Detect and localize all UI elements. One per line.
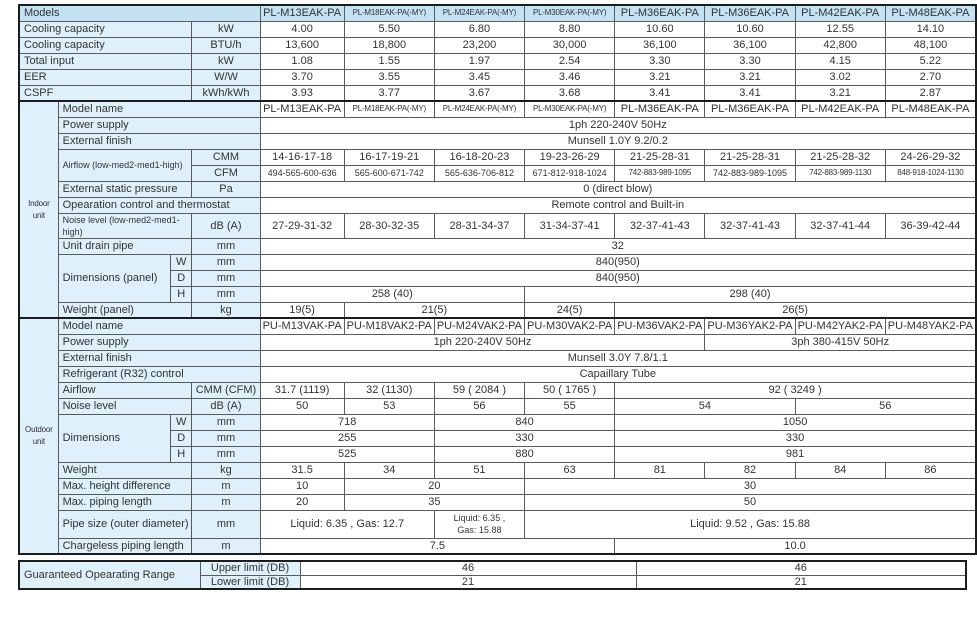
value-cell: 92 ( 3249 ) <box>615 382 976 398</box>
value-cell: 1ph 220-240V 50Hz <box>260 117 976 133</box>
value-cell: 30,000 <box>525 37 615 53</box>
unit-label: mm <box>192 238 260 254</box>
value-cell: 3.30 <box>615 53 705 69</box>
value-cell: PL-M18EAK-PA(-MY) <box>344 101 434 117</box>
column-header: PL-M13EAK-PA <box>260 5 344 21</box>
value-cell: 18,800 <box>344 37 434 53</box>
value-cell: 880 <box>434 446 614 462</box>
value-cell: 35 <box>344 494 524 510</box>
dim-axis-label: W <box>171 254 192 270</box>
value-cell: 3.93 <box>260 85 344 101</box>
value-cell: 21(5) <box>344 302 524 318</box>
unit-label: kWh/kWh <box>192 85 260 101</box>
limit-label: Lower limit (DB) <box>200 575 300 589</box>
limit-label: Upper limit (DB) <box>200 561 300 575</box>
unit-label: mm <box>192 270 260 286</box>
value-cell: 12.55 <box>795 21 885 37</box>
value-cell: 1.97 <box>434 53 524 69</box>
value-cell: 298 (40) <box>525 286 976 302</box>
row-label: Airflow (low-med2-med1-high) <box>58 149 192 181</box>
value-cell: 494-565-600-636 <box>260 165 344 181</box>
value-cell: 3.70 <box>260 69 344 85</box>
value-cell: 742-883-989-1130 <box>795 165 885 181</box>
row-label: EER <box>19 69 192 85</box>
value-cell: 46 <box>636 561 966 575</box>
value-cell: 3.55 <box>344 69 434 85</box>
row-label: Weight (panel) <box>58 302 192 318</box>
unit-label: CMM (CFM) <box>192 382 260 398</box>
unit-label: mm <box>192 414 260 430</box>
value-cell: 31-34-37-41 <box>525 213 615 238</box>
value-cell: 3.21 <box>615 69 705 85</box>
value-cell: 31.7 (1119) <box>260 382 344 398</box>
unit-label: CFM <box>192 165 260 181</box>
row-label: Unit drain pipe <box>58 238 192 254</box>
value-cell: 742-883-989-1095 <box>705 165 795 181</box>
value-cell: 7.5 <box>260 538 615 554</box>
value-cell: 63 <box>525 462 615 478</box>
value-cell: 1050 <box>615 414 976 430</box>
value-cell: 3.45 <box>434 69 524 85</box>
row-label: Cooling capacity <box>19 37 192 53</box>
unit-label: mm <box>192 510 260 538</box>
row-label: External finish <box>58 350 260 366</box>
value-cell: 848-918-1024-1130 <box>885 165 976 181</box>
value-cell: 565-600-671-742 <box>344 165 434 181</box>
unit-label: CMM <box>192 149 260 165</box>
value-cell: 258 (40) <box>260 286 524 302</box>
value-cell: 14-16-17-18 <box>260 149 344 165</box>
value-cell: 840 <box>434 414 614 430</box>
value-cell: 10.0 <box>615 538 976 554</box>
value-cell: 8.80 <box>525 21 615 37</box>
value-cell: 3.21 <box>795 85 885 101</box>
value-cell: 1.55 <box>344 53 434 69</box>
unit-label: Pa <box>192 181 260 197</box>
value-cell: 42,800 <box>795 37 885 53</box>
value-cell: 3.21 <box>705 69 795 85</box>
unit-label: kW <box>192 21 260 37</box>
value-cell: 53 <box>344 398 434 414</box>
unit-label: mm <box>192 430 260 446</box>
column-header: PL-M24EAK-PA(-MY) <box>434 5 524 21</box>
value-cell: 36,100 <box>705 37 795 53</box>
unit-label: kg <box>192 302 260 318</box>
value-cell: 32 (1130) <box>344 382 434 398</box>
value-cell: 59 ( 2084 ) <box>434 382 524 398</box>
value-cell: 81 <box>615 462 705 478</box>
value-cell: 50 <box>260 398 344 414</box>
value-cell: PL-M30EAK-PA(-MY) <box>525 101 615 117</box>
value-cell: 86 <box>885 462 976 478</box>
value-cell: 82 <box>705 462 795 478</box>
value-cell: PL-M36EAK-PA <box>705 101 795 117</box>
value-cell: 6.80 <box>434 21 524 37</box>
value-cell: 16-18-20-23 <box>434 149 524 165</box>
value-cell: 84 <box>795 462 885 478</box>
row-label: Max. height difference <box>58 478 192 494</box>
value-cell: 50 ( 1765 ) <box>525 382 615 398</box>
value-cell: 27-29-31-32 <box>260 213 344 238</box>
value-cell: 4.00 <box>260 21 344 37</box>
row-label: Power supply <box>58 117 260 133</box>
unit-label: kg <box>192 462 260 478</box>
value-cell: 54 <box>615 398 795 414</box>
value-cell: 840(950) <box>260 270 976 286</box>
column-header: PL-M36EAK-PA <box>615 5 705 21</box>
unit-label: m <box>192 494 260 510</box>
value-cell: PU-M30VAK2-PA <box>525 318 615 334</box>
value-cell: 525 <box>260 446 434 462</box>
value-cell: 3.41 <box>705 85 795 101</box>
value-cell: 0 (direct blow) <box>260 181 976 197</box>
unit-label: dB (A) <box>192 398 260 414</box>
value-cell: 24-26-29-32 <box>885 149 976 165</box>
value-cell: PL-M48EAK-PA <box>885 101 976 117</box>
value-cell: 5.50 <box>344 21 434 37</box>
value-cell: 19(5) <box>260 302 344 318</box>
value-cell: 56 <box>434 398 524 414</box>
value-cell: 32-37-41-43 <box>615 213 705 238</box>
value-cell: 840(950) <box>260 254 976 270</box>
row-label: Noise level <box>58 398 192 414</box>
row-label: Dimensions <box>58 414 170 462</box>
dim-axis-label: D <box>171 430 192 446</box>
value-cell: 330 <box>434 430 614 446</box>
column-header: PL-M42EAK-PA <box>795 5 885 21</box>
row-label: Total input <box>19 53 192 69</box>
value-cell: Munsell 1.0Y 9.2/0.2 <box>260 133 976 149</box>
value-cell: PL-M36EAK-PA <box>615 101 705 117</box>
value-cell: PL-M24EAK-PA(-MY) <box>434 101 524 117</box>
unit-label: W/W <box>192 69 260 85</box>
value-cell: 10 <box>260 478 344 494</box>
unit-label: mm <box>192 286 260 302</box>
value-cell: 31.5 <box>260 462 344 478</box>
value-cell: PU-M42YAK2-PA <box>795 318 885 334</box>
value-cell: PU-M24VAK2-PA <box>434 318 524 334</box>
row-label: Max. piping length <box>58 494 192 510</box>
unit-label: dB (A) <box>192 213 260 238</box>
value-cell: PU-M36YAK2-PA <box>705 318 795 334</box>
value-cell: 56 <box>795 398 976 414</box>
value-cell: PU-M18VAK2-PA <box>344 318 434 334</box>
row-label: Opearation control and thermostat <box>58 197 260 213</box>
unit-label: mm <box>192 446 260 462</box>
value-cell: 330 <box>615 430 976 446</box>
value-cell: Munsell 3.0Y 7.8/1.1 <box>260 350 976 366</box>
value-cell: 36,100 <box>615 37 705 53</box>
unit-label: BTU/h <box>192 37 260 53</box>
value-cell: 3.68 <box>525 85 615 101</box>
value-cell: 20 <box>260 494 344 510</box>
value-cell: Liquid: 9.52 , Gas: 15.88 <box>525 510 976 538</box>
value-cell: 16-17-19-21 <box>344 149 434 165</box>
value-cell: 24(5) <box>525 302 615 318</box>
value-cell: 255 <box>260 430 434 446</box>
value-cell: 46 <box>300 561 636 575</box>
value-cell: 32 <box>260 238 976 254</box>
value-cell: 2.87 <box>885 85 976 101</box>
value-cell: 3.02 <box>795 69 885 85</box>
dim-axis-label: D <box>171 270 192 286</box>
value-cell: 671-812-918-1024 <box>525 165 615 181</box>
value-cell: 718 <box>260 414 434 430</box>
row-label: Pipe size (outer diameter) <box>58 510 192 538</box>
row-label: Refrigerant (R32) control <box>58 366 260 382</box>
value-cell: 28-30-32-35 <box>344 213 434 238</box>
value-cell: 32-37-41-44 <box>795 213 885 238</box>
value-cell: Liquid: 6.35 , Gas: 15.88 <box>434 510 524 538</box>
value-cell: 565-636-706-812 <box>434 165 524 181</box>
column-header: PL-M30EAK-PA(-MY) <box>525 5 615 21</box>
value-cell: 14.10 <box>885 21 976 37</box>
row-label: Airflow <box>58 382 192 398</box>
row-label: Weight <box>58 462 192 478</box>
value-cell: 3.30 <box>705 53 795 69</box>
value-cell: 10.60 <box>615 21 705 37</box>
dim-axis-label: W <box>171 414 192 430</box>
value-cell: 26(5) <box>615 302 976 318</box>
value-cell: 48,100 <box>885 37 976 53</box>
value-cell: Liquid: 6.35 , Gas: 12.7 <box>260 510 434 538</box>
value-cell: 3.41 <box>615 85 705 101</box>
value-cell: 19-23-26-29 <box>525 149 615 165</box>
value-cell: PL-M42EAK-PA <box>795 101 885 117</box>
value-cell: 32-37-41-43 <box>705 213 795 238</box>
value-cell: 28-31-34-37 <box>434 213 524 238</box>
row-label: External static pressure <box>58 181 192 197</box>
value-cell: 1.08 <box>260 53 344 69</box>
value-cell: 3.67 <box>434 85 524 101</box>
value-cell: 2.54 <box>525 53 615 69</box>
section-label: Outdoor unit <box>19 318 58 554</box>
operating-range-table <box>18 560 967 590</box>
value-cell: 20 <box>344 478 524 494</box>
value-cell: 13,600 <box>260 37 344 53</box>
column-header: PL-M36EAK-PA <box>705 5 795 21</box>
column-header: PL-M48EAK-PA <box>885 5 976 21</box>
value-cell: Remote control and Built-in <box>260 197 976 213</box>
value-cell: 21-25-28-31 <box>615 149 705 165</box>
unit-label: m <box>192 538 260 554</box>
value-cell: 1ph 220-240V 50Hz <box>260 334 705 350</box>
section-label: Indoor unit <box>19 101 58 318</box>
unit-label: m <box>192 478 260 494</box>
row-label: External finish <box>58 133 260 149</box>
row-label: Dimensions (panel) <box>58 254 170 302</box>
value-cell: 21-25-28-31 <box>705 149 795 165</box>
value-cell: PU-M36VAK2-PA <box>615 318 705 334</box>
value-cell: Capaillary Tube <box>260 366 976 382</box>
column-header: PL-M18EAK-PA(-MY) <box>344 5 434 21</box>
value-cell: 2.70 <box>885 69 976 85</box>
unit-label: kW <box>192 53 260 69</box>
value-cell: 23,200 <box>434 37 524 53</box>
value-cell: 50 <box>525 494 976 510</box>
unit-label: mm <box>192 254 260 270</box>
value-cell: 34 <box>344 462 434 478</box>
row-label: CSPF <box>19 85 192 101</box>
dim-axis-label: H <box>171 286 192 302</box>
row-label: Power supply <box>58 334 260 350</box>
row-label: Cooling capacity <box>19 21 192 37</box>
value-cell: 3.77 <box>344 85 434 101</box>
value-cell: PL-M13EAK-PA <box>260 101 344 117</box>
row-label: Model name <box>58 101 260 117</box>
value-cell: 36-39-42-44 <box>885 213 976 238</box>
value-cell: 21-25-28-32 <box>795 149 885 165</box>
value-cell: 981 <box>615 446 976 462</box>
spec-table <box>18 4 977 555</box>
row-label: Model name <box>58 318 260 334</box>
value-cell: 5.22 <box>885 53 976 69</box>
value-cell: 3.46 <box>525 69 615 85</box>
value-cell: 51 <box>434 462 524 478</box>
table-corner-label: Models <box>19 5 260 21</box>
value-cell: 55 <box>525 398 615 414</box>
value-cell: PU-M48YAK2-PA <box>885 318 976 334</box>
row-label: Chargeless piping length <box>58 538 192 554</box>
value-cell: 21 <box>636 575 966 589</box>
value-cell: 3ph 380-415V 50Hz <box>705 334 976 350</box>
value-cell: 10.60 <box>705 21 795 37</box>
dim-axis-label: H <box>171 446 192 462</box>
value-cell: 21 <box>300 575 636 589</box>
value-cell: 4.15 <box>795 53 885 69</box>
row-label: Guaranteed Opearating Range <box>19 561 200 589</box>
value-cell: 742-883-989-1095 <box>615 165 705 181</box>
value-cell: PU-M13VAK-PA <box>260 318 344 334</box>
value-cell: 30 <box>525 478 976 494</box>
row-label: Noise level (low-med2-med1-high) <box>58 213 192 238</box>
